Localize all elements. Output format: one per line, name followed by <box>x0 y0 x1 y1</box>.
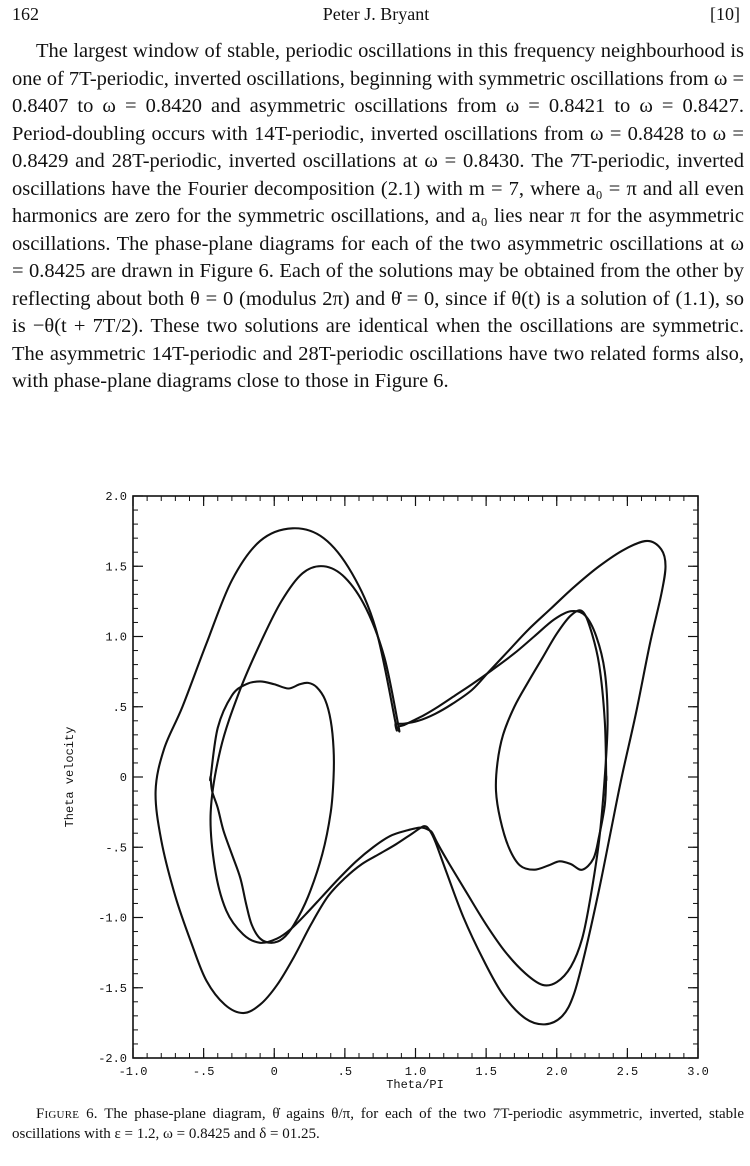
running-author: Peter J. Bryant <box>322 4 430 24</box>
y-tick-label: -1.0 <box>98 911 127 926</box>
paragraph-text: The largest window of stable, periodic oscillations in this frequency neighbourhood is one of 7T-periodic, inverted oscillations, beginning with symmetric oscillations from ω = 0.8407 to ω = 0.8420 and asymmetric oscillations from ω = 0.8421 to ω = 0.8427. Period-doubling occurs with 14T-periodic, inverted oscillations from ω = 0.8428 to ω = 0.8429 and 28T-periodic, inverted oscillations at ω = 0.8430. The 7T-periodic, inverted oscillations have the Fourier decomposition (2.1) with m = 7, where a₀ = π and all even harmonics are zero for the symmetric oscillations, and a₀ lies near π for the asymmetric oscillations. The phase-plane diagrams for each of the two asymmetric oscillations at ω = 0.8425 are drawn in Figure 6. Each of the solutions may be obtained from the other by reflecting about both θ = 0 (modulus 2π) and θ̇ = 0, since if θ(t) is a solution of (1.1), so is −θ(t + 7T/2). These two solutions are identical when the oscillations are symmetric. The asymmetric 14T-periodic and 28T-periodic oscillations have two related forms also, with phase-plane diagrams close to those in Figure 6. <box>12 40 744 392</box>
x-tick-label: -.5 <box>192 1065 215 1079</box>
x-tick-label: 3.0 <box>687 1065 709 1079</box>
y-tick-label: .5 <box>112 700 127 715</box>
reference-number: [10] <box>710 4 740 24</box>
y-tick-label: 1.0 <box>105 630 127 645</box>
y-tick-label: 2.0 <box>105 490 127 504</box>
phase-curve-2 <box>210 566 607 985</box>
y-tick-label: 1.5 <box>105 560 127 575</box>
ticks-group <box>133 496 698 1058</box>
page-header <box>12 2 740 26</box>
caption-label: Figure 6. <box>36 1106 98 1122</box>
main-paragraph <box>12 38 744 396</box>
x-tick-label: 2.0 <box>545 1065 568 1079</box>
page-number: 162 <box>12 4 39 24</box>
x-tick-label: 2.5 <box>616 1065 639 1079</box>
y-tick-label: -1.5 <box>98 981 127 996</box>
y-tick-label: -2.0 <box>98 1052 127 1066</box>
phase-curve-4 <box>496 610 606 869</box>
x-tick-label: 1.5 <box>475 1065 497 1079</box>
curves-group <box>156 528 666 1024</box>
tick-labels-group <box>98 490 709 1079</box>
x-axis-label: Theta/PI <box>386 1078 444 1090</box>
figure-6 <box>0 480 750 1090</box>
phase-curve-1 <box>156 528 666 1024</box>
y-axis-label: Theta velocity <box>63 726 77 828</box>
x-tick-label: -1.0 <box>118 1065 148 1079</box>
y-tick-label: 0 <box>119 771 127 785</box>
figure-caption <box>12 1104 744 1144</box>
y-tick-label: -.5 <box>105 841 127 856</box>
plot-frame <box>133 496 698 1058</box>
x-tick-label: 0 <box>270 1065 278 1079</box>
caption-text: The phase-plane diagram, θ̇ agains θ/π, for each of the two 7T-periodic asymmetric, inverted, stable oscillations with ε = 1.2, ω = 0.8425 and δ = 01.25. <box>12 1106 744 1142</box>
x-tick-label: 1.0 <box>404 1065 427 1079</box>
x-tick-label: .5 <box>337 1065 353 1079</box>
phase-plane-diagram <box>0 480 750 1090</box>
